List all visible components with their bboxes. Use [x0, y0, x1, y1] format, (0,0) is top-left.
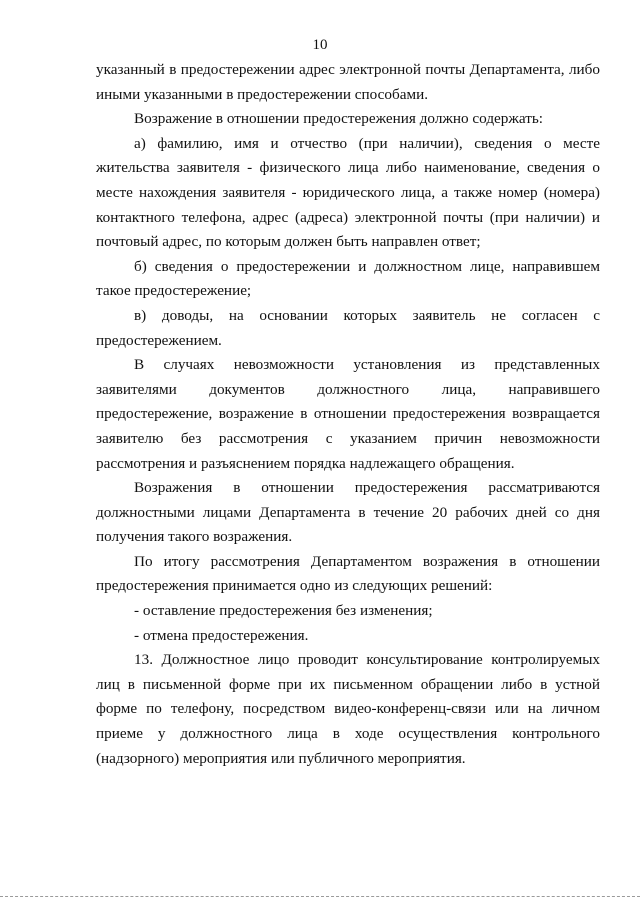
- page-number: 10: [312, 37, 328, 53]
- paragraph-continuation: указанный в предостережении адрес электронной почты Департамента, либо иными указанными в предостережении способами.: [96, 61, 600, 103]
- paragraph-review-period: Возражения в отношении предостережения рассматриваются должностными лицами Департамента в течение 20 рабочих дней со дня получения такого возражения.: [96, 479, 600, 546]
- paragraph-item-v: в) доводы, на основании которых заявитель не согласен с предостережением.: [96, 306, 600, 349]
- paragraph-decisions: По итогу рассмотрения Департаментом возражения в отношении предостережения принимается одно из следующих решений:: [96, 552, 600, 595]
- paragraph-objection-contents: Возражение в отношении предостережения должно содержать:: [134, 110, 544, 128]
- page-bottom-edge: [0, 896, 640, 899]
- paragraph-return-conditions: В случаях невозможности установления из представленных заявителями документов должностного лица, направившего предостережение, возражение в отношении предостережения возвращается заявителю без рассмотрения с указанием причин невозможности рассмотрения и разъяснением порядка надлежащего обращения.: [96, 356, 600, 472]
- paragraph-item-a: а) фамилию, имя и отчество (при наличии), сведения о месте жительства заявителя - физического лица либо наименование, сведения о месте нахождения заявителя - юридического лица, а также номер (номера) контактного телефона, адрес (адреса) электронной почты (при наличии) и почтовый адрес, по которым должен быть направлен ответ;: [96, 134, 600, 251]
- list-item-decision-cancel: - отмена предостережения.: [134, 626, 309, 644]
- list-item-decision-keep: - оставление предостережения без изменения;: [134, 602, 433, 620]
- document-body: [96, 58, 600, 771]
- paragraph-item-b: б) сведения о предостережении и должностном лице, направившем такое предостережение;: [96, 257, 600, 300]
- paragraph-section-13: 13. Должностное лицо проводит консультирование контролируемых лиц в письменной форме при их письменном обращении либо в устной форме по телефону, посредством видео-конференц-связи или на личном приеме у должностного лица в ходе осуществления контрольного (надзорного) мероприятия или публичного мероприятия.: [96, 651, 600, 767]
